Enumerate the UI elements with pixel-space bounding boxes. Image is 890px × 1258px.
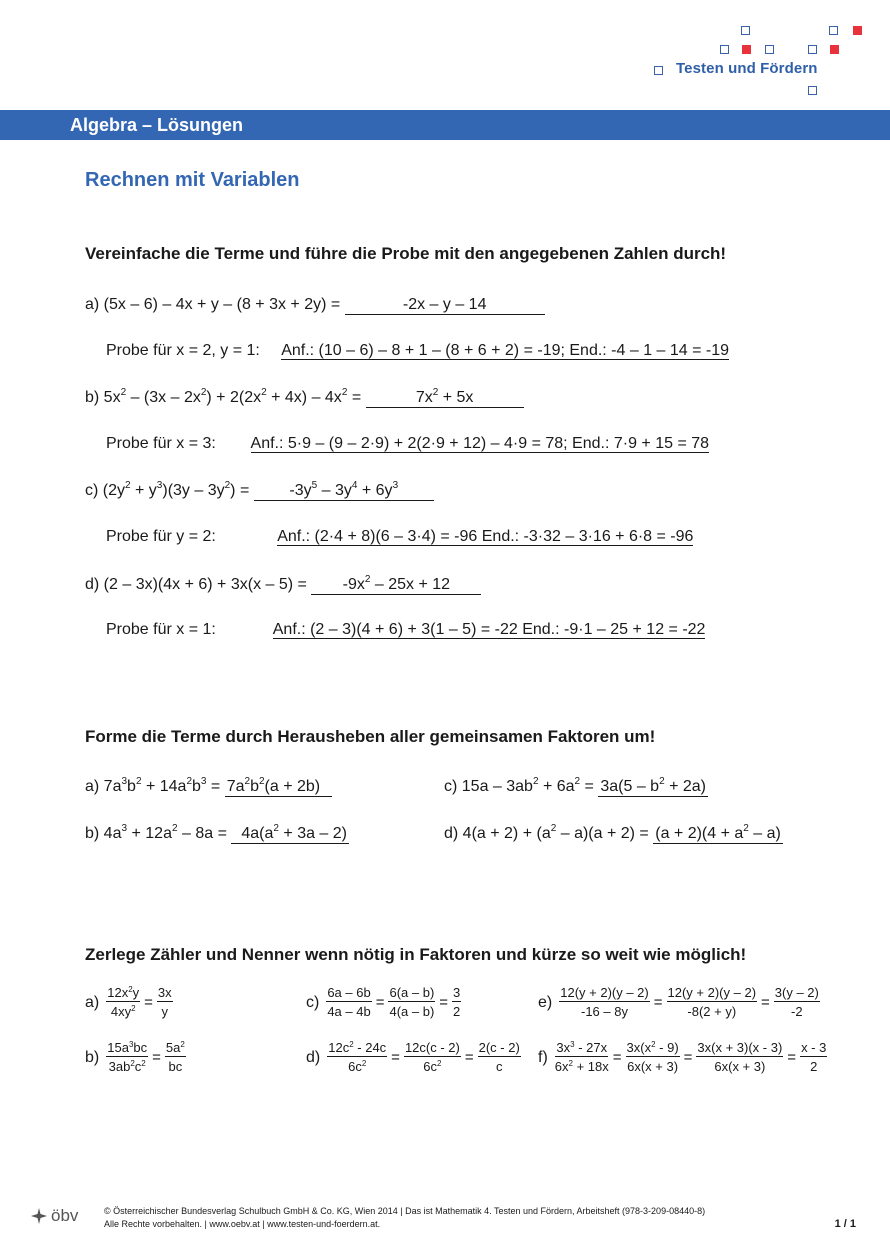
probe-1a: Probe für x = 2, y = 1: Anf.: (10 – 6) – 8 + 1 – (8 + 6 + 2) = -19; End.: -4 – 1 – 14 = -19 — [106, 342, 730, 359]
task-1b: b) $5x^2 - (3x - 2x^2) + 2(2x^2 + 4x) - 4x^2 = 7x^2 + 5x$ — [85, 388, 524, 408]
page-number: 1 / 1 — [834, 1218, 856, 1230]
answer-1b: $7x^2 + 5x$ — [366, 388, 524, 408]
probe-1c: Probe für y = 2: Anf.: (2·4 + 8)(6 – 3·4) = -96 End.: -3·32 – 3·16 + 6·8 = -96 — [106, 528, 694, 545]
answer-1d: $-9x^2 - 25x + 12$ — [311, 575, 481, 595]
answer-1c: $-3y^5 - 3y^4 + 6y^3$ — [254, 481, 434, 501]
answer-2b: $4a(a^2 + 3a - 2)$ — [231, 824, 349, 844]
task-2d: d) $4(a + 2) + (a^2 - a)(a + 2) = (a + 2)(4 + a^2 - a)$ — [444, 823, 781, 842]
answer-1a: -2x – y – 14 — [345, 295, 545, 315]
part2-heading: Forme die Terme durch Herausheben aller gemeinsamen Faktoren um! — [85, 727, 656, 746]
task-1d: d) $(2 - 3x)(4x + 6) + 3x(x - 5) = -9x^2 - 25x + 12$ — [85, 575, 481, 595]
fraction-3a: a) $\frac{12x^2y}{4xy^2}$ = $\frac{3x}{y}$ — [85, 985, 172, 1019]
fraction-3c: c) $\frac{6a - 6b}{4a - 4b}$ = $\frac{6(a - b)}{4(a - b)}$ = $\frac{3}{2}$ — [306, 985, 461, 1019]
task-1c: c) $(2y^2 + y^3)(3y - 3y^2) = -3y^5 - 3y^4 + 6y^3$ — [85, 481, 434, 501]
star-icon — [30, 1207, 48, 1225]
task-1a: a) (5x – 6) – 4x + y – (8 + 3x + 2y) = -2x – y – 14 — [85, 295, 545, 315]
task-2c: c) $15a - 3ab^2 + 6a^2 = 3a(5 - b^2 + 2a)$ — [444, 776, 706, 795]
task-2b: b) $4a^3 + 12a^2 - 8a = 4a(a^2 + 3a - 2)$ — [85, 823, 347, 842]
section-title: Rechnen mit Variablen — [85, 169, 300, 191]
answer-2d: $(a + 2)(4 + a^2 - a)$ — [655, 823, 781, 842]
part3-heading: Zerlege Zähler und Nenner wenn nötig in Faktoren und kürze so weit wie möglich! — [85, 945, 747, 964]
answer-2a: $7a^2b^2(a + 2b)$ — [225, 777, 332, 797]
footer-copyright: © Österreichischer Bundesverlag Schulbuch GmbH & Co. KG, Wien 2014 | Das ist Mathematik 4. Testen und Fördern, Arbeitsheft (978-3-209-08440-8) Alle Rechte vorbehalten. | www.oebv.at | www.testen-und-foerdern.at. — [104, 1206, 706, 1229]
brand-name: Testen und Fördern — [676, 60, 818, 77]
publisher-logo: öbv — [30, 1206, 78, 1226]
fraction-3e: e) $\frac{12(y + 2)(y - 2)}{-16 - 8y}$ = $\frac{12(y + 2)(y - 2)}{-8(2 + y)}$ = $\frac{3(y - 2)}{-2}$ — [538, 985, 819, 1019]
fraction-3f: f) $\frac{3x^3 - 27x}{6x^2 + 18x}$ = $\frac{3x(x^2 - 9)}{6x(x + 3)}$ = $\frac{3x(x + 3)(x - 3)}{6x(x + 3)}$ = $\frac{x - 3}{2}$ — [538, 1040, 827, 1074]
task-2a: a) $7a^3b^2 + 14a^2b^3 = 7a^2b^2(a + 2b)$ — [85, 777, 332, 797]
band-title: Algebra – Lösungen — [70, 115, 244, 135]
fraction-3b: b) $\frac{15a^3bc}{3ab^2c^2}$ = $\frac{5a^2}{bc}$ — [85, 1040, 185, 1074]
answer-2c: $3a(5 - b^2 + 2a)$ — [600, 776, 706, 795]
fraction-3d: d) $\frac{12c^2 - 24c}{6c^2}$ = $\frac{12c(c - 2)}{6c^2}$ = $\frac{2(c - 2)}{c}$ — [306, 1040, 520, 1074]
probe-1d: Probe für x = 1: Anf.: (2 – 3)(4 + 6) + 3(1 – 5) = -22 End.: -9·1 – 25 + 12 = -22 — [106, 621, 706, 638]
probe-1b: Probe für x = 3: Anf.: 5·9 – (9 – 2·9) + 2(2·9 + 12) – 4·9 = 78; End.: 7·9 + 15 = 78 — [106, 435, 710, 452]
part1-heading: Vereinfache die Terme und führe die Probe mit den angegebenen Zahlen durch! — [85, 244, 727, 263]
